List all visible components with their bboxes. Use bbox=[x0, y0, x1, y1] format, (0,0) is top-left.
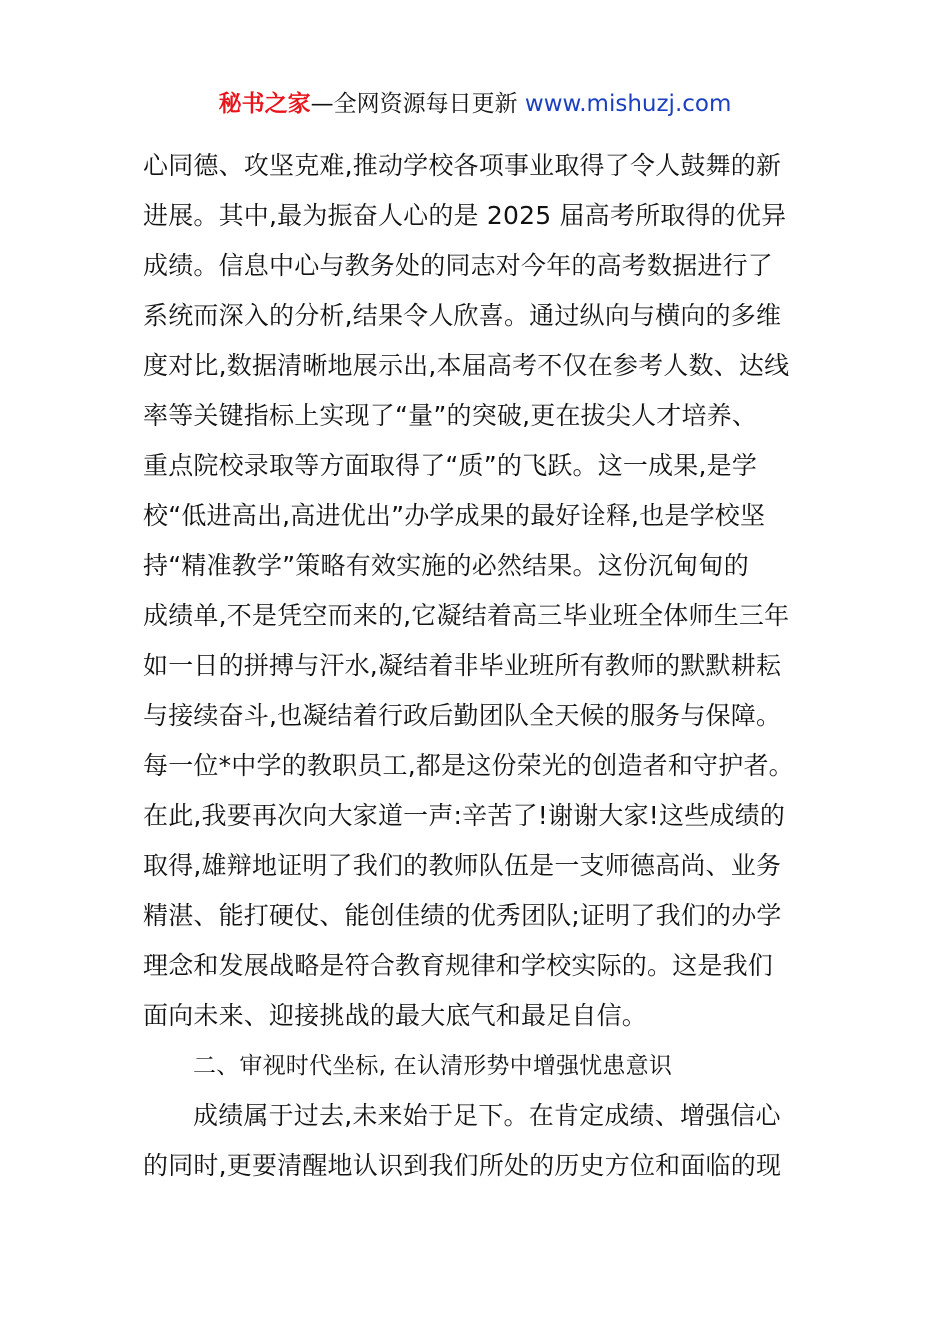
document-body bbox=[143, 146, 823, 1196]
body-line: 如一日的拼搏与汗水,凝结着非毕业班所有教师的默默耕耘 bbox=[143, 651, 782, 680]
section-line: 成绩属于过去,未来始于足下。在肯定成绩、增强信心 bbox=[193, 1101, 781, 1130]
body-line: 精湛、能打硬仗、能创佳绩的优秀团队;证明了我们的办学 bbox=[143, 901, 782, 930]
body-line: 率等关键指标上实现了“量”的突破,更在拔尖人才培养、 bbox=[143, 401, 758, 430]
body-line: 理念和发展战略是符合教育规律和学校实际的。这是我们 bbox=[143, 951, 774, 980]
body-line: 成绩单,不是凭空而来的,它凝结着高三毕业班全体师生三年 bbox=[143, 601, 790, 630]
site-url-link[interactable]: www.mishuzj.com bbox=[524, 91, 732, 117]
section-line: 的同时,更要清醒地认识到我们所处的历史方位和面临的现 bbox=[143, 1151, 782, 1180]
body-line: 在此,我要再次向大家道一声:辛苦了!谢谢大家!这些成绩的 bbox=[143, 801, 786, 830]
site-brand: 秘书之家 bbox=[218, 91, 311, 117]
body-line: 成绩。信息中心与教务处的同志对今年的高考数据进行了 bbox=[143, 251, 774, 280]
body-line: 每一位*中学的教职员工,都是这份荣光的创造者和守护者。 bbox=[143, 751, 794, 780]
body-line: 度对比,数据清晰地展示出,本届高考不仅在参考人数、达线 bbox=[143, 351, 790, 380]
section-heading: 二、审视时代坐标, 在认清形势中增强忧患意识 bbox=[193, 1053, 673, 1079]
body-line: 持“精准教学”策略有效实施的必然结果。这份沉甸甸的 bbox=[143, 551, 749, 580]
body-line: 重点院校录取等方面取得了“质”的飞跃。这一成果,是学 bbox=[143, 451, 758, 480]
body-line: 进展。其中,最为振奋人心的是 2025 届高考所取得的优异 bbox=[143, 201, 787, 230]
body-line: 心同德、攻坚克难,推动学校各项事业取得了令人鼓舞的新 bbox=[143, 151, 782, 180]
body-line: 与接续奋斗,也凝结着行政后勤团队全天候的服务与保障。 bbox=[143, 701, 782, 730]
body-line: 面向未来、迎接挑战的最大底气和最足自信。 bbox=[143, 1001, 648, 1030]
body-line: 校“低进高出,高进优出”办学成果的最好诠释,也是学校坚 bbox=[143, 501, 766, 530]
site-tagline: —全网资源每日更新 bbox=[310, 91, 525, 117]
body-line: 取得,雄辩地证明了我们的教师队伍是一支师德高尚、业务 bbox=[143, 851, 782, 880]
site-header bbox=[0, 86, 950, 122]
body-line: 系统而深入的分析,结果令人欣喜。通过纵向与横向的多维 bbox=[143, 301, 782, 330]
